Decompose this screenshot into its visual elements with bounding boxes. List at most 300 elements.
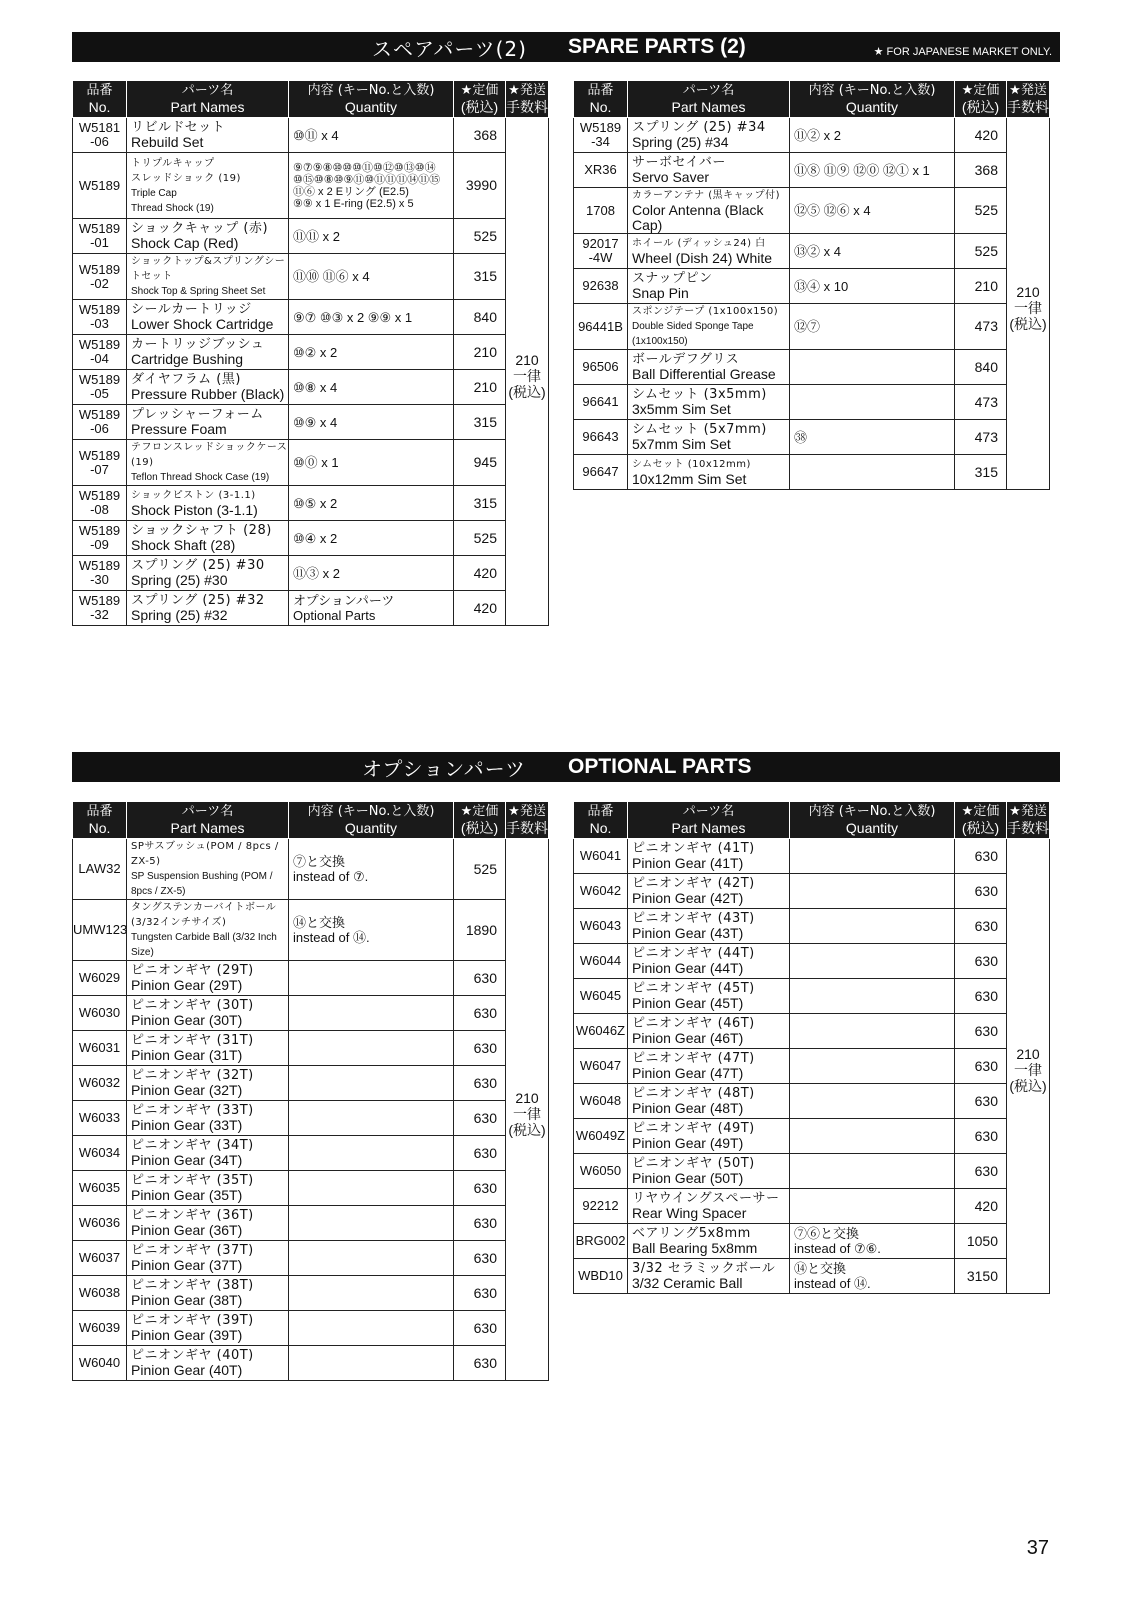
optional-parts-title-jp: オプションパーツ xyxy=(362,756,526,781)
part-number: W6040 xyxy=(73,1346,127,1381)
part-number: 96506 xyxy=(574,350,628,385)
col-header-shipping-jp: ★発送 xyxy=(508,83,546,98)
part-name xyxy=(628,1119,790,1154)
part-name-jp: ピニオンギヤ (29T) xyxy=(131,963,254,978)
part-name xyxy=(127,1031,289,1066)
part-name xyxy=(628,304,790,350)
table-row xyxy=(574,1259,1050,1294)
part-number: W5189 -30 xyxy=(73,556,127,591)
part-name-en: Shock Piston (3-1.1) xyxy=(131,502,258,518)
quantity xyxy=(790,979,955,1014)
quantity: ⑫⑦ xyxy=(790,304,955,350)
price: 630 xyxy=(454,1031,506,1066)
table-row xyxy=(574,979,1050,1014)
part-name-en: Pinion Gear (33T) xyxy=(131,1117,243,1133)
table-row xyxy=(574,874,1050,909)
shipping-fee: 210 一律 (税込) xyxy=(506,839,549,1381)
table-row xyxy=(574,1224,1050,1259)
spare-parts-banner xyxy=(72,32,1060,62)
part-name-en: 3x5mm Sim Set xyxy=(632,401,731,417)
part-number: W6034 xyxy=(73,1136,127,1171)
col-header-quantity-en: Quantity xyxy=(845,99,899,115)
part-name-jp: ピニオンギヤ (46T) xyxy=(632,1016,755,1031)
quantity: ⑪⑩ ⑪⑥ x 4 xyxy=(289,254,454,300)
part-name-jp: ダイヤフラム (黒) xyxy=(131,372,241,387)
part-number: W5189 -05 xyxy=(73,370,127,405)
part-name-en: Ball Differential Grease xyxy=(632,366,776,382)
col-header-part-names-en: Part Names xyxy=(671,99,746,115)
col-header-shipping xyxy=(1007,81,1050,118)
price: 840 xyxy=(955,350,1007,385)
part-name-jp: シールカートリッジ xyxy=(131,302,252,317)
part-name xyxy=(127,1241,289,1276)
part-name-jp: テフロンスレッドショックケース(19) xyxy=(131,442,288,468)
part-name-en: 10x12mm Sim Set xyxy=(632,471,747,487)
price: 630 xyxy=(454,1346,506,1381)
col-header-shipping xyxy=(506,802,549,839)
table-row xyxy=(73,440,549,486)
part-name-jp: スポンジテープ (1x100x150) xyxy=(632,306,779,317)
table-row xyxy=(73,1136,549,1171)
col-header-price xyxy=(955,81,1007,118)
part-name-en: Shock Shaft (28) xyxy=(131,537,236,553)
part-name-jp: シムセット (3x5mm) xyxy=(632,387,767,402)
part-name-jp: リビルドセット xyxy=(131,120,226,135)
col-header-price-en: (税込) xyxy=(961,820,1000,836)
table-row xyxy=(574,188,1050,234)
quantity xyxy=(289,996,454,1031)
col-header-no-en: No. xyxy=(589,99,612,115)
part-number: W6029 xyxy=(73,961,127,996)
part-number: WBD10 xyxy=(574,1259,628,1294)
part-number: W6043 xyxy=(574,909,628,944)
part-name-jp: ピニオンギヤ (35T) xyxy=(131,1173,254,1188)
table-row xyxy=(574,420,1050,455)
part-number: W6048 xyxy=(574,1084,628,1119)
part-name xyxy=(127,839,289,900)
quantity xyxy=(790,1049,955,1084)
price: 630 xyxy=(454,1101,506,1136)
price: 525 xyxy=(454,521,506,556)
price: 3990 xyxy=(454,153,506,219)
part-name-en: Pinion Gear (37T) xyxy=(131,1257,243,1273)
part-number: W5189 -02 xyxy=(73,254,127,300)
table-row xyxy=(73,370,549,405)
part-number: W6032 xyxy=(73,1066,127,1101)
part-name xyxy=(127,118,289,153)
part-name-jp: ショックシャフト (28) xyxy=(131,523,272,538)
quantity: ㊳ xyxy=(790,420,955,455)
quantity: ⑭と交換 instead of ⑭. xyxy=(289,900,454,961)
price: 630 xyxy=(454,1066,506,1101)
part-name xyxy=(127,556,289,591)
table-row xyxy=(73,961,549,996)
quantity xyxy=(790,944,955,979)
part-name xyxy=(628,1154,790,1189)
part-name-en: Pinion Gear (31T) xyxy=(131,1047,243,1063)
part-name xyxy=(628,1014,790,1049)
page-number: 37 xyxy=(1026,1537,1049,1559)
optional-parts-table-right xyxy=(573,801,1050,1294)
table-row xyxy=(574,269,1050,304)
col-header-quantity xyxy=(289,81,454,118)
part-name-jp: SPサスブッシュ(POM / 8pcs / ZX-5) xyxy=(131,841,279,867)
part-number: W6037 xyxy=(73,1241,127,1276)
quantity: ⑩② x 2 xyxy=(289,335,454,370)
part-name-en: Pinion Gear (39T) xyxy=(131,1327,243,1343)
part-number: 1708 xyxy=(574,188,628,234)
quantity: ⑩④ x 2 xyxy=(289,521,454,556)
table-row xyxy=(73,335,549,370)
part-name xyxy=(127,440,289,486)
col-header-quantity-jp: 内容 (キーNo.と入数) xyxy=(808,83,936,98)
spare-parts-table-right xyxy=(573,80,1050,490)
part-name-en: Tungsten Carbide Ball (3/32 Inch Size) xyxy=(131,932,277,958)
part-name-en: Cartridge Bushing xyxy=(131,351,244,367)
col-header-no-en: No. xyxy=(88,820,111,836)
col-header-shipping xyxy=(506,81,549,118)
part-name-en: Rear Wing Spacer xyxy=(632,1205,747,1221)
table-row xyxy=(574,839,1050,874)
part-name xyxy=(628,455,790,490)
part-number: W6036 xyxy=(73,1206,127,1241)
col-header-quantity xyxy=(289,802,454,839)
table-row xyxy=(73,1171,549,1206)
table-row xyxy=(73,254,549,300)
part-number: W5189 xyxy=(73,153,127,219)
col-header-price-en: (税込) xyxy=(961,99,1000,115)
part-name xyxy=(127,1206,289,1241)
part-name xyxy=(127,335,289,370)
part-name-en: Pinion Gear (49T) xyxy=(632,1135,744,1151)
part-name-jp: スプリング (25) #30 xyxy=(131,558,265,573)
col-header-no-jp: 品番 xyxy=(86,804,113,819)
part-name-jp: スプリング (25) #32 xyxy=(131,593,265,608)
quantity xyxy=(790,350,955,385)
quantity xyxy=(790,455,955,490)
part-name xyxy=(127,219,289,254)
price: 630 xyxy=(454,1171,506,1206)
table-row xyxy=(574,234,1050,269)
part-name-en: Pinion Gear (47T) xyxy=(632,1065,744,1081)
price: 630 xyxy=(454,1136,506,1171)
quantity: ⑨⑦⑨⑧⑩⑩⑩⑪⑩⑫⑩⑬⑩⑭ ⑩⑮⑩⑧⑩⑨⑪⑩⑪⑪⑪⑭⑪⑮ ⑪⑥ x 2 Eリング (E2.5) ⑨⑨ x 1 E-ring (E2.5) x 5 xyxy=(289,153,454,219)
part-number: W5189 -03 xyxy=(73,300,127,335)
part-name xyxy=(628,118,790,153)
part-number: W6030 xyxy=(73,996,127,1031)
price: 630 xyxy=(955,1049,1007,1084)
part-name-jp: ベアリング5x8mm xyxy=(632,1226,751,1241)
table-row xyxy=(73,1101,549,1136)
part-name-en: Pinion Gear (44T) xyxy=(632,960,744,976)
optional-parts-banner xyxy=(72,752,1060,782)
price: 420 xyxy=(454,591,506,626)
quantity: ⑦⑥と交換 instead of ⑦⑥. xyxy=(790,1224,955,1259)
part-number: W6038 xyxy=(73,1276,127,1311)
quantity: ⑫⑤ ⑫⑥ x 4 xyxy=(790,188,955,234)
col-header-no-en: No. xyxy=(88,99,111,115)
header-row xyxy=(73,81,549,118)
part-name xyxy=(127,591,289,626)
part-name-en: Pinion Gear (48T) xyxy=(632,1100,744,1116)
price: 630 xyxy=(955,1084,1007,1119)
col-header-quantity-en: Quantity xyxy=(845,820,899,836)
quantity: ⑪⑧ ⑪⑨ ⑫⓪ ⑫① x 1 xyxy=(790,153,955,188)
price: 315 xyxy=(955,455,1007,490)
col-header-price-en: (税込) xyxy=(460,99,499,115)
col-header-shipping-jp: ★発送 xyxy=(508,804,546,819)
part-number: LAW32 xyxy=(73,839,127,900)
price: 473 xyxy=(955,385,1007,420)
spare-parts-table-left xyxy=(72,80,549,626)
part-name-jp: ショックキャップ (赤) xyxy=(131,221,269,236)
quantity: ⑬④ x 10 xyxy=(790,269,955,304)
part-number: XR36 xyxy=(574,153,628,188)
table-row xyxy=(73,1206,549,1241)
part-name-jp: トリプルキャップ スレッドショック (19) xyxy=(131,157,241,184)
part-name-en: 5x7mm Sim Set xyxy=(632,436,731,452)
part-name xyxy=(127,521,289,556)
table-row xyxy=(73,1031,549,1066)
part-name-jp: 3/32 セラミックボール xyxy=(632,1261,776,1276)
quantity: ⑩⑧ x 4 xyxy=(289,370,454,405)
part-number: UMW123 xyxy=(73,900,127,961)
part-number: W5189 -01 xyxy=(73,219,127,254)
quantity xyxy=(790,909,955,944)
part-name-jp: サーボセイバー xyxy=(632,155,726,170)
col-header-no xyxy=(574,802,628,839)
part-number: BRG002 xyxy=(574,1224,628,1259)
quantity xyxy=(289,1311,454,1346)
table-row xyxy=(574,1119,1050,1154)
price: 420 xyxy=(955,118,1007,153)
part-number: 96441B xyxy=(574,304,628,350)
part-name-jp: ショックトップ&スプリングシートセット xyxy=(131,256,286,282)
col-header-quantity-en: Quantity xyxy=(344,99,398,115)
col-header-quantity xyxy=(790,802,955,839)
col-header-shipping-jp: ★発送 xyxy=(1009,804,1047,819)
col-header-no xyxy=(574,81,628,118)
col-header-price xyxy=(454,802,506,839)
part-name xyxy=(628,874,790,909)
part-name xyxy=(127,1346,289,1381)
table-row xyxy=(574,118,1050,153)
part-name xyxy=(127,961,289,996)
col-header-part-names xyxy=(127,81,289,118)
col-header-shipping-en: 手数料 xyxy=(1007,99,1049,115)
part-number: W6039 xyxy=(73,1311,127,1346)
part-name-jp: プレッシャーフォーム xyxy=(131,407,264,422)
table-row xyxy=(73,591,549,626)
shipping-fee: 210 一律 (税込) xyxy=(1007,839,1050,1294)
part-name-jp: カートリッジブッシュ xyxy=(131,337,265,352)
price: 630 xyxy=(454,1276,506,1311)
part-name xyxy=(628,1049,790,1084)
part-name xyxy=(127,300,289,335)
col-header-price xyxy=(454,81,506,118)
col-header-price xyxy=(955,802,1007,839)
quantity: オプションパーツ Optional Parts xyxy=(289,591,454,626)
part-number: W6045 xyxy=(574,979,628,1014)
part-name xyxy=(628,839,790,874)
table-row xyxy=(574,455,1050,490)
col-header-no-jp: 品番 xyxy=(86,83,113,98)
part-name-jp: ピニオンギヤ (30T) xyxy=(131,998,254,1013)
part-name-en: Servo Saver xyxy=(632,169,710,185)
part-name xyxy=(127,1066,289,1101)
header-row xyxy=(574,802,1050,839)
part-name xyxy=(127,254,289,300)
part-name-jp: ピニオンギヤ (32T) xyxy=(131,1068,254,1083)
quantity xyxy=(289,1206,454,1241)
quantity xyxy=(289,1066,454,1101)
table-row xyxy=(574,1189,1050,1224)
part-name-en: Spring (25) #32 xyxy=(131,607,228,623)
price: 368 xyxy=(454,118,506,153)
part-name-en: Wheel (Dish 24) White xyxy=(632,250,773,266)
part-name-en: Pinion Gear (38T) xyxy=(131,1292,243,1308)
table-row xyxy=(73,118,549,153)
quantity: ⑩⑪ x 4 xyxy=(289,118,454,153)
col-header-shipping-jp: ★発送 xyxy=(1009,83,1047,98)
part-name-en: Triple Cap Thread Shock (19) xyxy=(131,187,214,214)
quantity: ⑪② x 2 xyxy=(790,118,955,153)
part-name-jp: ピニオンギヤ (40T) xyxy=(131,1348,254,1363)
part-name-en: Pinion Gear (40T) xyxy=(131,1362,243,1378)
table-row xyxy=(73,900,549,961)
col-header-part-names-en: Part Names xyxy=(671,820,746,836)
quantity xyxy=(790,1084,955,1119)
part-number: W6042 xyxy=(574,874,628,909)
part-name xyxy=(628,1189,790,1224)
part-name-jp: ピニオンギヤ (34T) xyxy=(131,1138,254,1153)
table-row xyxy=(73,1311,549,1346)
part-number: W6049Z xyxy=(574,1119,628,1154)
part-name xyxy=(628,909,790,944)
col-header-price-jp: ★定価 xyxy=(961,83,1000,98)
part-name-jp: ピニオンギヤ (47T) xyxy=(632,1051,755,1066)
col-header-no-jp: 品番 xyxy=(587,804,614,819)
part-name-jp: タングステンカーバイトボール(3/32インチサイズ) xyxy=(131,902,277,928)
price: 210 xyxy=(454,370,506,405)
price: 630 xyxy=(454,1206,506,1241)
part-name xyxy=(628,385,790,420)
table-row xyxy=(73,839,549,900)
header-row xyxy=(73,802,549,839)
part-name-jp: ピニオンギヤ (42T) xyxy=(632,876,755,891)
table-row xyxy=(73,1346,549,1381)
col-header-part-names-jp: パーツ名 xyxy=(181,804,234,819)
part-name-en: Pinion Gear (42T) xyxy=(632,890,744,906)
price: 630 xyxy=(454,996,506,1031)
part-number: W5189 -04 xyxy=(73,335,127,370)
table-row xyxy=(73,1066,549,1101)
quantity xyxy=(289,1136,454,1171)
col-header-part-names-en: Part Names xyxy=(170,820,245,836)
part-name-jp: ホイール (ディッシュ24) 白 xyxy=(632,238,766,249)
part-number: 92212 xyxy=(574,1189,628,1224)
table-row xyxy=(574,1014,1050,1049)
part-number: W6046Z xyxy=(574,1014,628,1049)
quantity xyxy=(289,1276,454,1311)
quantity xyxy=(289,961,454,996)
part-name xyxy=(127,1171,289,1206)
price: 630 xyxy=(955,839,1007,874)
part-name-jp: ボールデフグリス xyxy=(632,352,740,367)
part-name xyxy=(127,153,289,219)
quantity: ⑬② x 4 xyxy=(790,234,955,269)
part-number: W5189 -07 xyxy=(73,440,127,486)
col-header-quantity-jp: 内容 (キーNo.と入数) xyxy=(307,804,435,819)
quantity xyxy=(289,1346,454,1381)
price: 630 xyxy=(955,1154,1007,1189)
part-name-jp: ピニオンギヤ (49T) xyxy=(632,1121,755,1136)
part-name xyxy=(628,1084,790,1119)
part-number: W5189 -34 xyxy=(574,118,628,153)
part-name-en: Ball Bearing 5x8mm xyxy=(632,1240,758,1256)
part-name-jp: リヤウイングスペーサー xyxy=(632,1191,780,1206)
part-name-jp: スプリング (25) #34 xyxy=(632,120,766,135)
price: 473 xyxy=(955,304,1007,350)
part-name-jp: カラーアンテナ (黒キャップ付) xyxy=(632,190,781,201)
part-name-en: Pinion Gear (46T) xyxy=(632,1030,744,1046)
part-name xyxy=(628,979,790,1014)
table-row xyxy=(73,153,549,219)
quantity xyxy=(790,385,955,420)
table-row xyxy=(574,1154,1050,1189)
part-number: W5181 -06 xyxy=(73,118,127,153)
price: 630 xyxy=(955,944,1007,979)
price: 525 xyxy=(955,234,1007,269)
part-name xyxy=(127,370,289,405)
part-name-en: Color Antenna (Black Cap) xyxy=(632,202,764,233)
price: 420 xyxy=(454,556,506,591)
price: 368 xyxy=(955,153,1007,188)
price: 630 xyxy=(955,874,1007,909)
quantity xyxy=(790,1014,955,1049)
quantity xyxy=(790,1119,955,1154)
part-name-en: Snap Pin xyxy=(632,285,689,301)
part-name-jp: ショックピストン (3-1.1) xyxy=(131,490,256,501)
part-number: W6047 xyxy=(574,1049,628,1084)
price: 630 xyxy=(955,1014,1007,1049)
part-name-en: Pinion Gear (43T) xyxy=(632,925,744,941)
part-name-jp: ピニオンギヤ (45T) xyxy=(632,981,755,996)
part-name-jp: ピニオンギヤ (50T) xyxy=(632,1156,755,1171)
part-name-jp: ピニオンギヤ (44T) xyxy=(632,946,755,961)
quantity: ⑭と交換 instead of ⑭. xyxy=(790,1259,955,1294)
spare-parts-title-en: SPARE PARTS (2) xyxy=(568,35,746,58)
table-row xyxy=(574,1084,1050,1119)
price: 630 xyxy=(955,979,1007,1014)
table-row xyxy=(574,1049,1050,1084)
quantity: ⑩⑤ x 2 xyxy=(289,486,454,521)
col-header-price-en: (税込) xyxy=(460,820,499,836)
price: 945 xyxy=(454,440,506,486)
quantity xyxy=(790,1154,955,1189)
table-row xyxy=(73,486,549,521)
part-number: 96641 xyxy=(574,385,628,420)
part-number: W6044 xyxy=(574,944,628,979)
part-name xyxy=(628,1259,790,1294)
part-name xyxy=(628,944,790,979)
price: 210 xyxy=(454,335,506,370)
part-number: W6035 xyxy=(73,1171,127,1206)
part-name xyxy=(127,1136,289,1171)
col-header-shipping-en: 手数料 xyxy=(1007,820,1049,836)
price: 630 xyxy=(454,1311,506,1346)
quantity xyxy=(289,1031,454,1066)
